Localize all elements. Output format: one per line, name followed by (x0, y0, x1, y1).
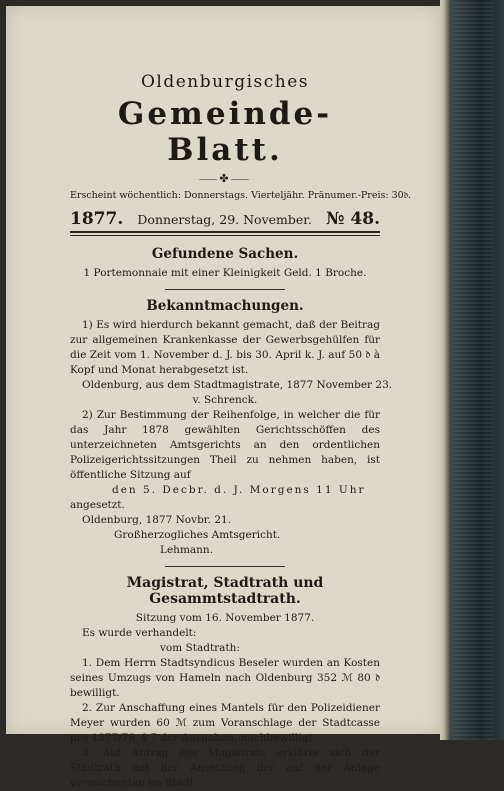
negotiated-label: Es wurde verhandelt: (82, 627, 197, 639)
issue-number: № 48. (326, 209, 380, 229)
notice-2-end: angesetzt. (70, 499, 125, 511)
item-1-text: 1. Dem Herrn Stadtsyndicus Beseler wurden an Kosten seines Umzugs von Hameln nach Oldenburg 352 ℳ 80 𝔡 bewilligt. (70, 657, 380, 699)
session-date: Sitzung vom 16. November 1877. (135, 612, 315, 624)
section-divider (165, 289, 285, 290)
notice-2-date: den 5. Decbr. d. J. Morgens 11 Uhr (112, 484, 366, 496)
magistrat-title: Magistrat, Stadtrath und Gesammtstadtrath. (126, 575, 324, 607)
item-2-text: 2. Zur Anschaffung eines Mantels für den Polizeidiener Meyer wurden 60 ℳ zum Voranschlage der Stadtcasse pro 1877/78, § 7 der Ausgaben, nachbewilligt. (70, 702, 380, 744)
masthead-title: Gemeinde-Blatt. (117, 96, 333, 168)
dateline (70, 209, 380, 229)
masthead (70, 72, 412, 201)
subscription-line: Erscheint wöchentlich: Donnerstags. Vierteljähr. Pränumer.-Preis: 30𝔡. (70, 190, 412, 201)
page-content (70, 72, 412, 791)
notices-title: Bekanntmachungen. (146, 298, 304, 314)
book-binding (440, 0, 504, 740)
notice-1-text: 1) Es wird hierdurch bekannt gemacht, daß der Beitrag zur allgemeinen Krankenkasse der Gewerbsgehülfen für die Zeit vom 1. November d. J. bis 30. April k. J. auf 50 𝔡 à Kopf und Monat herabgesetzt ist. (70, 319, 380, 376)
notice-2-signature: Lehmann. (160, 544, 214, 556)
issue-year: 1877. (70, 209, 124, 229)
notice-1-signature: v. Schrenck. (192, 394, 258, 406)
council-label: vom Stadtrath: (160, 642, 240, 654)
item-3-text: 3. Auf Antrag des Magistrats erklärte sich der Stadtrath mit der Ansetzung der auf der Anlage verzeichneten im Stadt- (70, 747, 380, 789)
section-divider (165, 566, 285, 567)
notice-2-place-date: Oldenburg, 1877 Novbr. 21. (82, 514, 232, 526)
double-rule (70, 231, 380, 236)
found-items-title: Gefundene Sachen. (151, 246, 299, 262)
notice-2-court: Großherzogliches Amtsgericht. (114, 529, 281, 541)
found-items-text: 1 Portemonnaie mit einer Kleinigkeit Geld. 1 Broche. (83, 267, 367, 279)
notice-2-text: 2) Zur Bestimmung der Reihenfolge, in welcher die für das Jahr 1878 gewählten Gerichtsschöffen des unterzeichneten Amtsgerichts an den ordentlichen Polizeigerichtssitzungen Theil zu nehmen haben, ist öffentliche Sitzung auf (70, 409, 380, 481)
ornament-divider: ⸺✤⸺ (198, 172, 252, 185)
masthead-line1: Oldenburgisches (140, 72, 310, 92)
issue-date: Donnerstag, 29. November. (137, 212, 312, 227)
notice-1-place-date: Oldenburg, aus dem Stadtmagistrate, 1877 November 23. (82, 379, 393, 391)
